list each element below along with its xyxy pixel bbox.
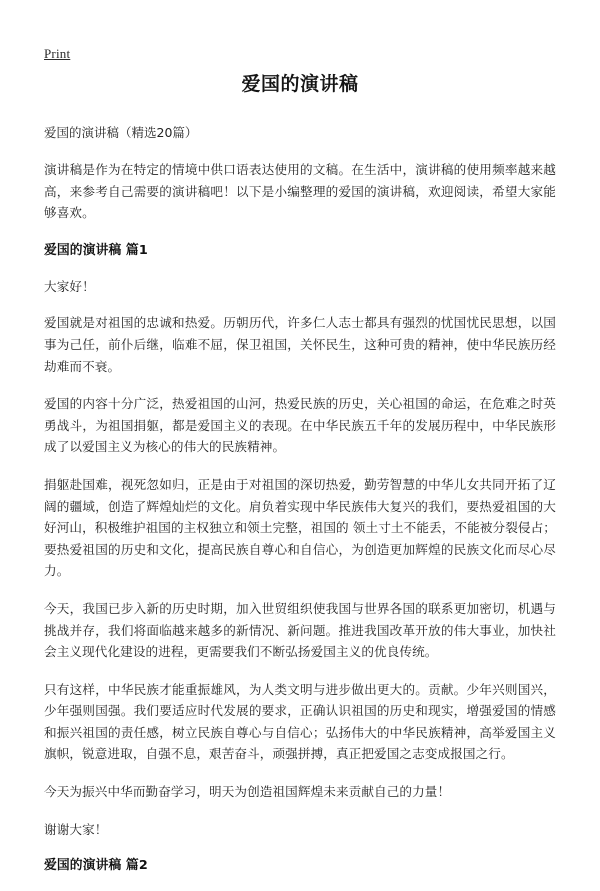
paragraph-greeting: 大家好！: [44, 278, 95, 294]
paragraph-2: 爱国的内容十分广泛，热爱祖国的山河，热爱民族的历史，关心祖国的命运，在危难之时英勇战斗，为祖国捐躯，都是爱国主义的表现。在中华民族五千年的发展历程中，中华民族形成了以爱国主义为核心的伟大的民族精神。: [44, 396, 556, 455]
document-intro: 演讲稿是作为在特定的情境中供口语表达使用的文稿。在生活中，演讲稿的使用频率越来越高，来参考自己需要的演讲稿吧！以下是小编整理的爱国的演讲稿，欢迎阅读，希望大家能够喜欢。: [44, 162, 556, 221]
section-heading-2: 爱国的演讲稿 篇2: [44, 858, 148, 874]
document-body: [44, 72, 556, 891]
paragraph-1: 爱国就是对祖国的忠诚和热爱。历朝历代，许多仁人志士都具有强烈的忧国忧民思想，以国事为己任，前仆后继，临难不屈，保卫祖国，关怀民生，这种可贵的精神，使中华民族历经劫难而不衰。: [44, 315, 556, 374]
print-link[interactable]: Print: [44, 46, 71, 61]
page-title: 爱国的演讲稿: [241, 73, 359, 95]
paragraph-closing: 谢谢大家！: [44, 821, 108, 837]
paragraph-5: 只有这样，中华民族才能重振雄风，为人类文明与进步做出更大的。贡献。少年兴则国兴，少年强则国强。我们要适应时代发展的要求，正确认识祖国的历史和现实，增强爱国的情感和振兴祖国的责任感，树立民族自尊心与自信心；弘扬伟大的中华民族精神，高举爱国主义旗帜，锐意进取，自强不息，艰苦奋斗，顽强拼搏，真正把爱国之志变成报国之行。: [44, 681, 556, 762]
paragraph-4: 今天，我国已步入新的历史时期，加入世贸组织使我国与世界各国的联系更加密切，机遇与挑战并存，我们将面临越来越多的新情况、新问题。推进我国改革开放的伟大事业，加快社会主义现代化建设的进程，更需要我们不断弘扬爱国主义的优良传统。: [44, 600, 556, 660]
paragraph-6: 今天为振兴中华而勤奋学习，明天为创造祖国辉煌未来贡献自己的力量！: [44, 784, 451, 800]
section-heading-1: 爱国的演讲稿 篇1: [44, 242, 148, 258]
paragraph-3: 捐躯赴国难，视死忽如归，正是由于对祖国的深切热爱，勤劳智慧的中华儿女共同开拓了辽阔的疆域，创造了辉煌灿烂的文化。肩负着实现中华民族伟大复兴的我们，要热爱祖国的大好河山，积极维护祖国的主权独立和领土完整，祖国的 领土寸土不能丢，不能被分裂侵占；要热爱祖国的历史和文化，提高民族自尊心和自信心，为创造更加辉煌的民族文化而尽心尽力。: [44, 476, 556, 579]
document-subtitle: 爱国的演讲稿（精选20篇）: [44, 125, 198, 140]
